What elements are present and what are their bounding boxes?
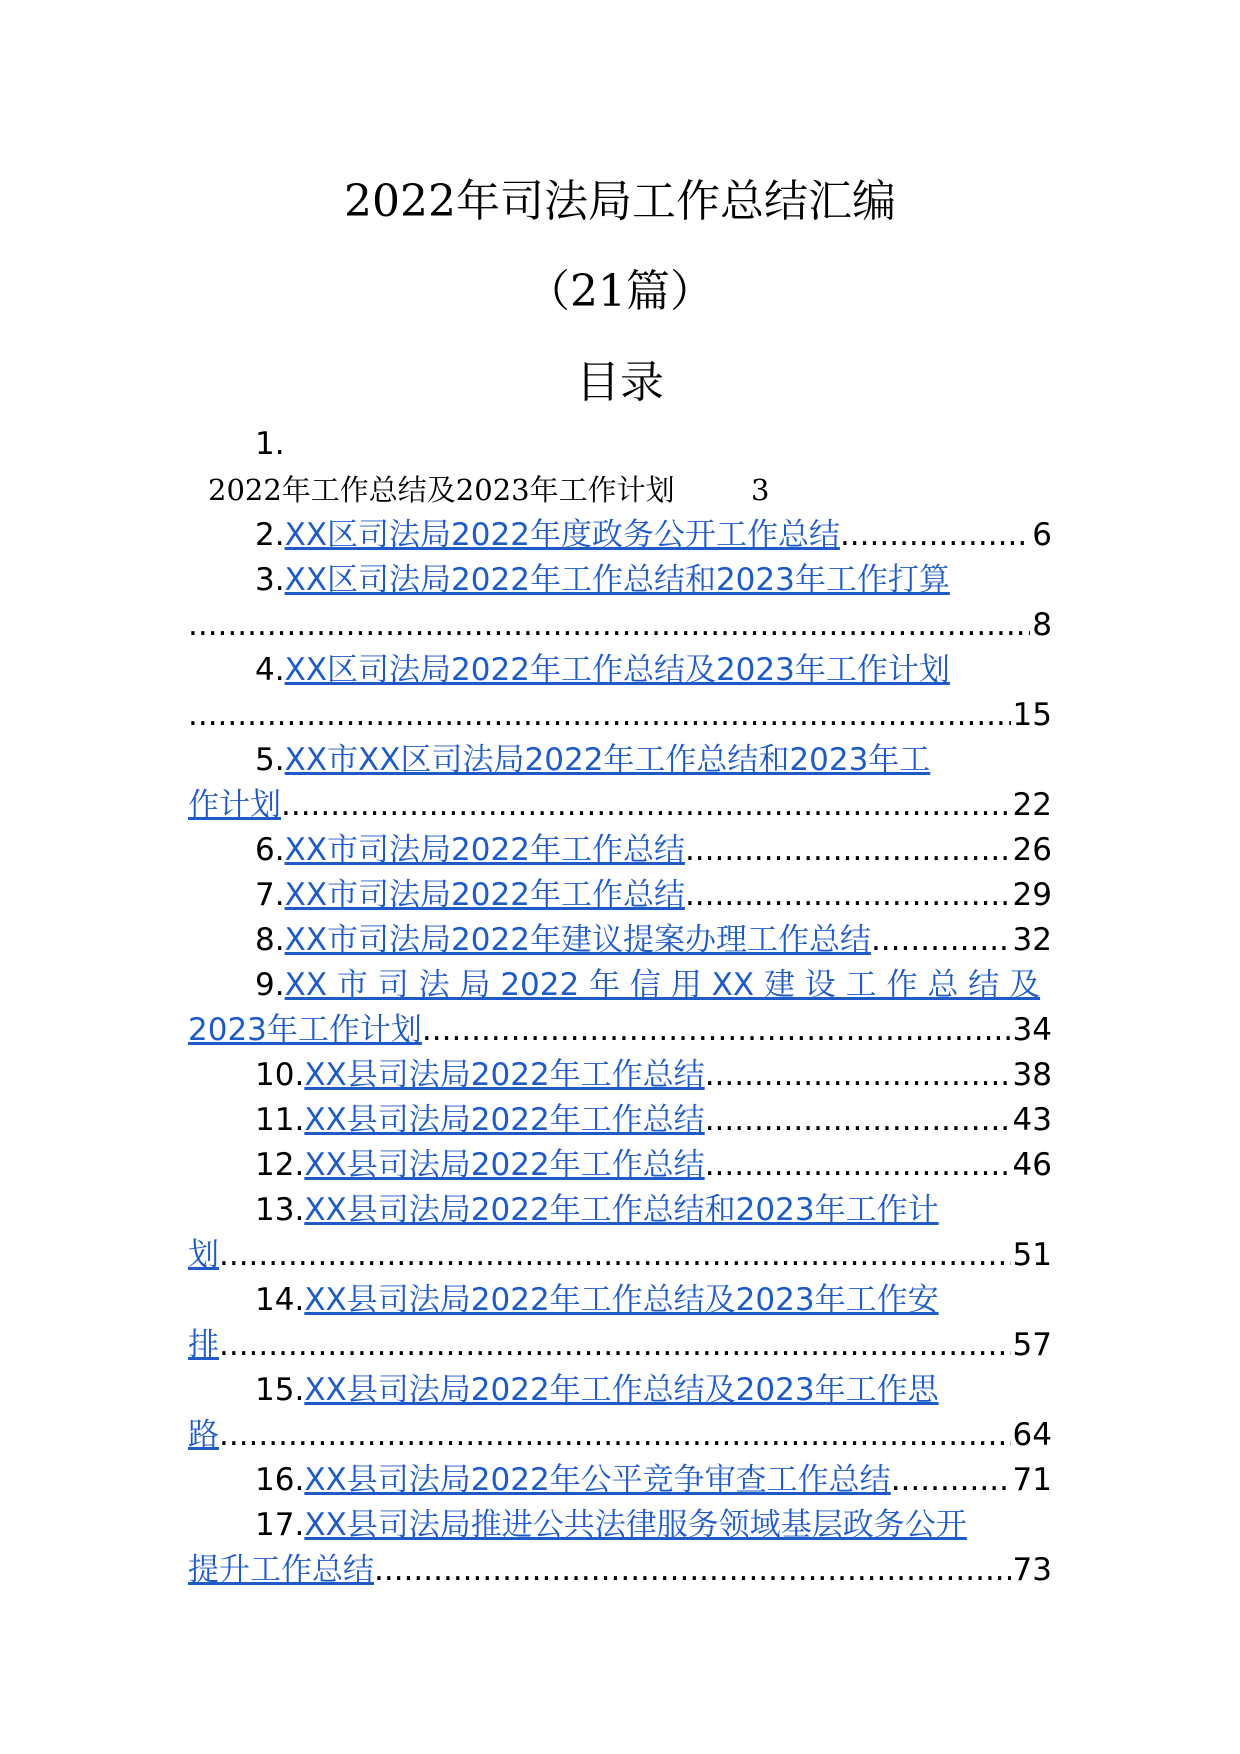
toc-entry-page: 15: [1012, 697, 1052, 733]
toc-entry-number: 11.: [255, 1102, 305, 1138]
toc-entry-page: 73: [1012, 1552, 1052, 1588]
toc-entry-4-cont[interactable]: [188, 693, 1052, 738]
toc-entry-4[interactable]: [188, 648, 1052, 693]
toc-entry-link[interactable]: XX市XX区司法局2022年工作总结和2023年工: [284, 742, 931, 778]
toc-entry-14-cont[interactable]: 排 ..... 57: [188, 1323, 1052, 1368]
toc-entry-link[interactable]: XX市司法局2022年工作总结: [284, 832, 685, 868]
toc-entry-link[interactable]: XX县司法局2022年工作总结和2023年工作计: [304, 1192, 939, 1228]
toc-entry-page: 6: [1032, 517, 1052, 553]
toc-entry-9[interactable]: [188, 963, 1052, 1008]
toc-entry-15-cont[interactable]: 路 ..... 64: [188, 1413, 1052, 1458]
toc-entry-number: 13.: [255, 1192, 305, 1228]
toc-entry-11[interactable]: [188, 1098, 1052, 1143]
toc-entry-link[interactable]: XX县司法局推进公共法律服务领域基层政务公开: [304, 1507, 967, 1543]
toc-entry-9-cont[interactable]: 2023年工作计划 ..... 34: [188, 1008, 1052, 1053]
toc-entry-page: 22: [1012, 787, 1052, 823]
toc-entry-link[interactable]: XX县司法局2022年公平竞争审查工作总结: [304, 1462, 891, 1498]
toc-heading: 目录: [576, 357, 664, 408]
toc-entry-page: 32: [1012, 922, 1052, 958]
toc-entry-16[interactable]: [188, 1458, 1052, 1503]
toc-entry-17[interactable]: [188, 1503, 1052, 1548]
toc-entry-link[interactable]: XX县司法局2022年工作总结: [304, 1102, 705, 1138]
toc-entry-page: 71: [1012, 1462, 1052, 1498]
toc-entry-number: 1.: [255, 426, 285, 462]
toc-entry-number: 3.: [255, 562, 285, 598]
toc-entry-page: 38: [1012, 1057, 1052, 1093]
toc-entry-number: 5.: [255, 742, 285, 778]
toc-entry-number: 12.: [255, 1147, 305, 1183]
toc-entry-page: 51: [1012, 1237, 1052, 1273]
toc-entry-page: 3: [751, 473, 770, 507]
toc-entry-page: 43: [1012, 1102, 1052, 1138]
toc-entry-number: 16.: [255, 1462, 305, 1498]
toc-entry-page: 8: [1032, 607, 1052, 643]
toc-entry-number: 4.: [255, 652, 285, 688]
toc-entry-1: [188, 422, 1052, 467]
toc-entry-7[interactable]: [188, 873, 1052, 918]
toc-entry-1-text[interactable]: [188, 468, 1052, 513]
toc-entry-link[interactable]: XX区司法局2022年工作总结和2023年工作打算: [284, 562, 950, 598]
toc-entry-link[interactable]: XX区司法局2022年度政务公开工作总结: [284, 517, 840, 553]
toc-entry-5-cont[interactable]: 作计划 ..... 22: [188, 783, 1052, 828]
toc-entry-link[interactable]: XX区司法局2022年工作总结及2023年工作计划: [284, 652, 950, 688]
toc-entry-number: 15.: [255, 1372, 305, 1408]
toc-entry-page: 64: [1012, 1417, 1052, 1453]
toc-entry-3[interactable]: [188, 558, 1052, 603]
toc-entry-link[interactable]: XX县司法局2022年工作总结: [304, 1147, 705, 1183]
toc-entry-link[interactable]: XX市司法局2022年工作总结: [284, 877, 685, 913]
toc-entry-number: 2.: [255, 517, 285, 553]
toc-entry-15[interactable]: [188, 1368, 1052, 1413]
toc-entry-page: 29: [1012, 877, 1052, 913]
toc-entry-link[interactable]: XX县司法局2022年工作总结: [304, 1057, 705, 1093]
toc-entry-13-cont[interactable]: 划 ..... 51: [188, 1233, 1052, 1278]
toc-entry-link[interactable]: XX县司法局2022年工作总结及2023年工作安: [304, 1282, 939, 1318]
toc-entry-number: 8.: [255, 922, 285, 958]
toc-entry-number: 10.: [255, 1057, 305, 1093]
toc-entry-page: 46: [1012, 1147, 1052, 1183]
document-title: 2022年司法局工作总结汇编: [344, 176, 896, 227]
toc-entry-10[interactable]: [188, 1053, 1052, 1098]
toc-entry-number: 17.: [255, 1507, 305, 1543]
toc-entry-13[interactable]: [188, 1188, 1052, 1233]
toc-entry-link[interactable]: XX县司法局2022年工作总结及2023年工作思: [304, 1372, 939, 1408]
toc-entry-link[interactable]: XX市司法局2022年建议提案办理工作总结: [284, 922, 871, 958]
toc-entry-page: 34: [1012, 1012, 1052, 1048]
toc-entry-12[interactable]: [188, 1143, 1052, 1188]
document-subtitle: （21篇）: [526, 266, 714, 317]
toc-entry-14[interactable]: [188, 1278, 1052, 1323]
toc-entry-number: 9.: [255, 967, 285, 1003]
toc-entry-2[interactable]: [188, 513, 1052, 558]
toc-entry-8[interactable]: [188, 918, 1052, 963]
toc-entry-page: 57: [1012, 1327, 1052, 1363]
toc-entry-number: 7.: [255, 877, 285, 913]
toc-entry-3-cont[interactable]: [188, 603, 1052, 648]
toc-entry-page: 26: [1012, 832, 1052, 868]
toc-entry-number: 14.: [255, 1282, 305, 1318]
toc-entry-6[interactable]: [188, 828, 1052, 873]
toc-entry-17-cont[interactable]: 提升工作总结 ..... 73: [188, 1548, 1052, 1593]
toc-entry-number: 6.: [255, 832, 285, 868]
toc-entry-link[interactable]: XX 市 司 法 局 2022 年 信 用 XX 建 设 工 作 总 结 及: [284, 967, 1041, 1003]
toc-entry-title: 2022年工作总结及2023年工作计划: [208, 473, 675, 507]
toc-entry-5[interactable]: [188, 738, 1052, 783]
